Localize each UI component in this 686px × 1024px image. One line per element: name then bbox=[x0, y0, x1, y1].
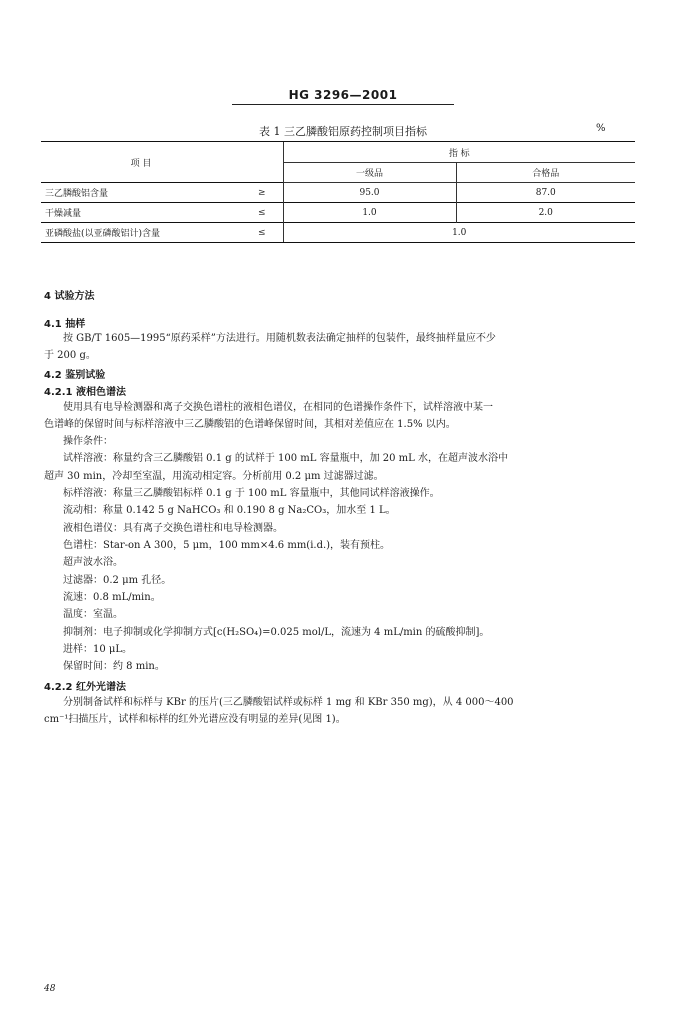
row-symbol: ≥ bbox=[241, 183, 283, 203]
condition-line: 色谱柱：Star-on A 300，5 μm，100 mm×4.6 mm(i.d.)，装有预柱。 bbox=[63, 540, 391, 551]
table-row bbox=[41, 223, 635, 243]
section-4-2-2-heading: 4.2.2 红外光谱法 bbox=[44, 682, 126, 693]
standard-number: HG 3296—2001 bbox=[288, 88, 398, 102]
condition-line: 超声波水浴。 bbox=[63, 557, 123, 568]
condition-line: 液相色谱仪：具有离子交换色谱柱和电导检测器。 bbox=[63, 523, 283, 534]
row-symbol: ≤ bbox=[241, 203, 283, 223]
table-row bbox=[41, 203, 635, 223]
section-4-2-1-heading: 4.2.1 液相色谱法 bbox=[44, 387, 126, 398]
page-number: 48 bbox=[44, 984, 56, 994]
col-item-header: 项 目 bbox=[41, 142, 241, 183]
condition-line: 试样溶液：称量约含三乙膦酸铝 0.1 g 的试样于 100 mL 容量瓶中，加 20 mL 水，在超声波水浴中 bbox=[63, 453, 508, 464]
col-symbol-header bbox=[241, 142, 283, 183]
row-name: 三乙膦酸铝含量 bbox=[41, 183, 241, 203]
col-index-header: 指 标 bbox=[283, 142, 635, 163]
condition-line: 标样溶液：称量三乙膦酸铝标样 0.1 g 于 100 mL 容量瓶中，其他同试样溶液操作。 bbox=[63, 488, 440, 499]
row-qualified: 2.0 bbox=[456, 203, 635, 223]
condition-line: 进样：10 μL。 bbox=[63, 644, 133, 655]
spec-table bbox=[41, 141, 635, 243]
condition-line: 流速：0.8 mL/min。 bbox=[63, 592, 161, 603]
row-grade1: 95.0 bbox=[283, 183, 456, 203]
row-grade1: 1.0 bbox=[283, 203, 456, 223]
paragraph-line: 色谱峰的保留时间与标样溶液中三乙膦酸铝的色谱峰保留时间，其相对差值应在 1.5% 以内。 bbox=[44, 419, 456, 430]
row-name: 亚磷酸盐(以亚磷酸铝计)含量 bbox=[41, 223, 241, 243]
header-rule bbox=[232, 104, 454, 105]
table-unit: % bbox=[596, 123, 606, 134]
section-4-2-heading: 4.2 鉴别试验 bbox=[44, 370, 106, 381]
table-row bbox=[41, 183, 635, 203]
row-merged-value: 1.0 bbox=[283, 223, 635, 243]
condition-line: 保留时间：约 8 min。 bbox=[63, 661, 165, 672]
condition-line: 温度：室温。 bbox=[63, 609, 123, 620]
paragraph-line: cm⁻¹扫描压片，试样和标样的红外光谱应没有明显的差异(见图 1)。 bbox=[44, 714, 346, 725]
section-4-heading: 4 试验方法 bbox=[44, 291, 95, 302]
paragraph-line: 于 200 g。 bbox=[44, 350, 96, 361]
row-qualified: 87.0 bbox=[456, 183, 635, 203]
condition-line: 超声 30 min，冷却至室温，用流动相定容。分析前用 0.2 μm 过滤器过滤。 bbox=[44, 471, 384, 482]
row-symbol: ≤ bbox=[241, 223, 283, 243]
operating-conditions-label: 操作条件： bbox=[63, 436, 113, 447]
col-qualified-header: 合格品 bbox=[456, 163, 635, 183]
row-name: 干燥减量 bbox=[41, 203, 241, 223]
paragraph-line: 分别制备试样和标样与 KBr 的压片(三乙膦酸铝试样或标样 1 mg 和 KBr 350 mg)，从 4 000～400 bbox=[63, 697, 514, 708]
paragraph-line: 使用具有电导检测器和离子交换色谱柱的液相色谱仪，在相同的色谱操作条件下，试样溶液中某一 bbox=[63, 402, 493, 413]
paragraph-line: 按 GB/T 1605—1995“原药采样”方法进行。用随机数表法确定抽样的包装件，最终抽样量应不少 bbox=[63, 333, 496, 344]
condition-line: 流动相：称量 0.142 5 g NaHCO₃ 和 0.190 8 g Na₂CO₃，加水至 1 L。 bbox=[63, 505, 396, 516]
condition-line: 过滤器：0.2 μm 孔径。 bbox=[63, 575, 172, 586]
col-grade1-header: 一级品 bbox=[283, 163, 456, 183]
condition-line: 抑制剂：电子抑制或化学抑制方式[c(H₂SO₄)=0.025 mol/L，流速为 4 mL/min 的硫酸抑制]。 bbox=[63, 627, 490, 638]
table-caption: 表 1 三乙膦酸铝原药控制项目指标 bbox=[259, 125, 427, 138]
section-4-1-heading: 4.1 抽样 bbox=[44, 319, 86, 330]
